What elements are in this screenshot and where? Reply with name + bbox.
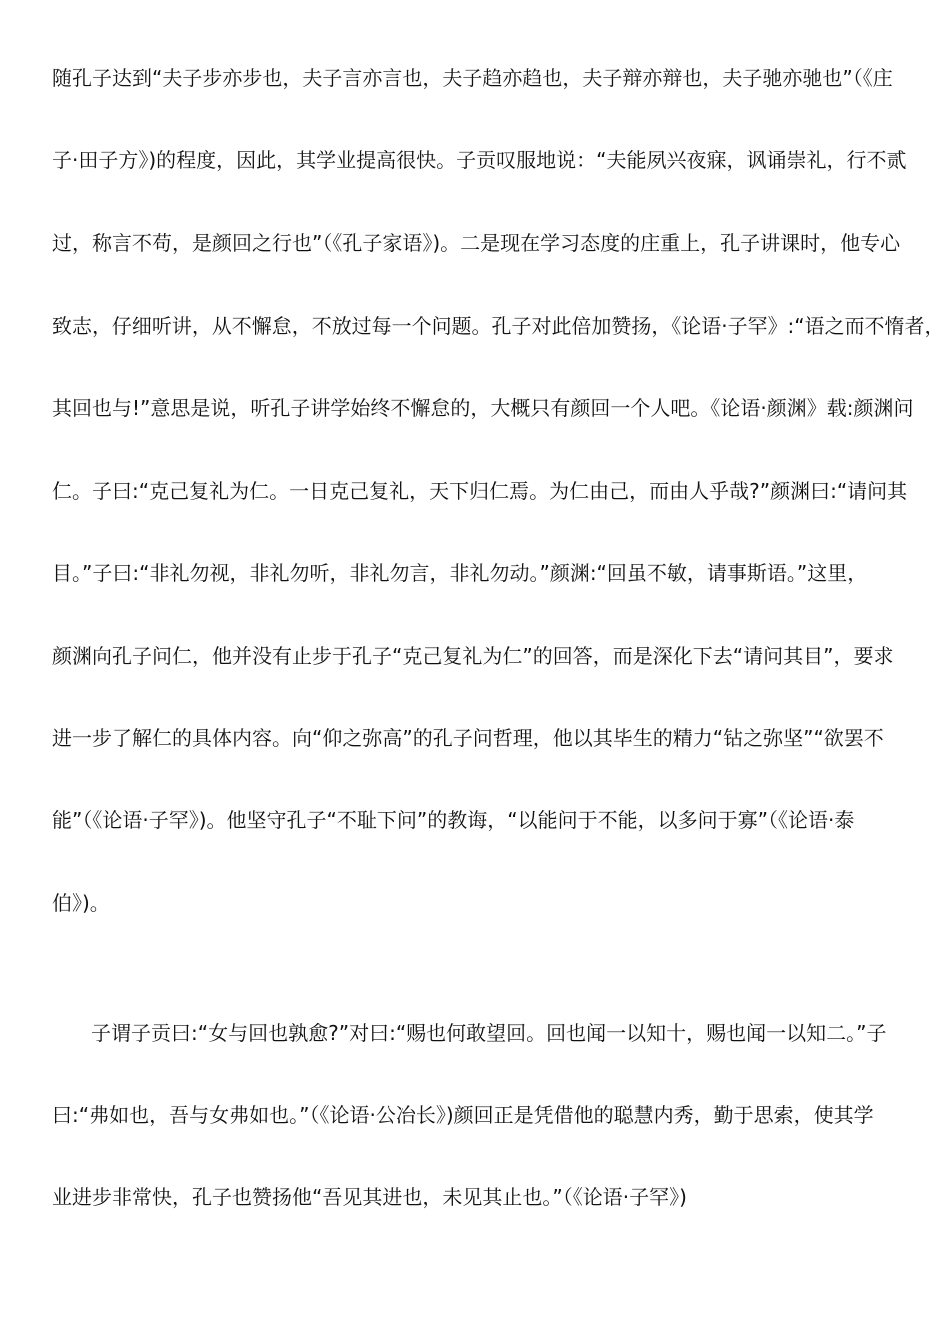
text-line: 子·田子方》)的程度，因此，其学业提高很快。子贡叹服地说：“夫能夙兴夜寐，讽诵崇礼，行不贰 — [52, 148, 907, 172]
text-line: 业进步非常快，孔子也赞扬他“吾见其进也，未见其止也。”（《论语·子罕》) — [52, 1185, 687, 1209]
text-line: 过，称言不苟，是颜回之行也”（《孔子家语》)。二是现在学习态度的庄重上，孔子讲课时，他专心 — [52, 231, 901, 255]
text-line: 伯》)。 — [52, 891, 110, 915]
text-line: 其回也与!”意思是说，听孔子讲学始终不懈怠的，大概只有颜回一个人吧。《论语·颜渊》载:颜渊问 — [52, 396, 914, 420]
text-line: 随孔子达到“夫子步亦步也，夫子言亦言也，夫子趋亦趋也，夫子辩亦辩也，夫子驰亦驰也”（《庄 — [52, 66, 893, 90]
text-line: 子谓子贡曰:“女与回也孰愈?”对曰:“赐也何敢望回。回也闻一以知十，赐也闻一以知二。”子 — [91, 1021, 887, 1045]
text-line: 能”（《论语·子罕》)。他坚守孔子“不耻下问”的教诲，“以能问于不能，以多问于寡”（《论语·泰 — [52, 808, 855, 832]
text-line: 目。”子曰:“非礼勿视，非礼勿听，非礼勿言，非礼勿动。”颜渊:“回虽不敏，请事斯语。”这里， — [52, 561, 868, 585]
text-line: 仁。子曰:“克己复礼为仁。一日克己复礼，天下归仁焉。为仁由己，而由人乎哉?”颜渊曰:“请问其 — [52, 479, 908, 503]
text-line: 曰:“弗如也，吾与女弗如也。”（《论语·公冶长》)颜回正是凭借他的聪慧内秀，勤于思索，使其学 — [52, 1103, 874, 1127]
text-line: 颜渊向孔子问仁，他并没有止步于孔子“克己复礼为仁”的回答，而是深化下去“请问其目”，要求 — [52, 644, 894, 668]
text-line: 进一步了解仁的具体内容。向“仰之弥高”的孔子问哲理，他以其毕生的精力“钻之弥坚”“欲罢不 — [52, 726, 884, 750]
text-line: 致志，仔细听讲，从不懈怠，不放过每一个问题。孔子对此倍加赞扬，《论语·子罕》:“语之而不惰者， — [52, 314, 945, 338]
